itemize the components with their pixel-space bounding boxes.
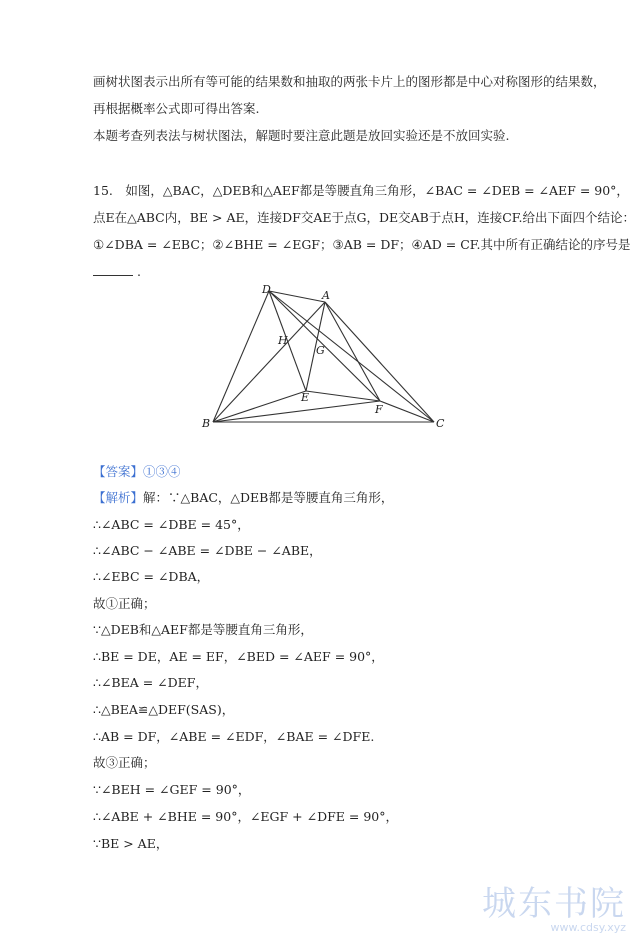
solution-step: ∴∠ABC − ∠ABE = ∠DBE − ∠ABE，: [93, 543, 322, 558]
question-period: .: [136, 264, 141, 279]
solution-step: ∴△BEA≌△DEF(SAS)，: [93, 702, 235, 717]
solution-step: 故①正确；: [93, 596, 156, 611]
answer-value: ①③④: [143, 464, 181, 479]
solution-step: ∴∠EBC = ∠DBA，: [93, 569, 210, 584]
answer-blank: [93, 264, 133, 276]
question-line-2: 点E在△ABC内，BE > AE，连接DF交AE于点G，DE交AB于点H，连接CF.给出下面四个结论：: [93, 210, 635, 225]
label-D: D: [262, 283, 271, 296]
question-line-3: ①∠DBA = ∠EBC；②∠BHE = ∠EGF；③AB = DF；④AD = CF.其中所有正确结论的序号是: [93, 237, 631, 252]
solution-step: ∵△DEB和△AEF都是等腰直角三角形，: [93, 622, 313, 637]
solution-first: 解：∵△BAC，△DEB都是等腰直角三角形，: [143, 490, 394, 505]
geometry-figure: [200, 282, 450, 432]
intro-line-2: 再根据概率公式即可得出答案.: [93, 101, 260, 116]
label-C: C: [436, 417, 445, 430]
solution-step: ∴∠ABE + ∠BHE = 90°，∠EGF + ∠DFE = 90°，: [93, 809, 398, 824]
watermark-url: www.cdsy.xyz: [550, 921, 626, 934]
solution-step: ∴AB = DF，∠ABE = ∠EDF，∠BAE = ∠DFE.: [93, 729, 375, 744]
solution-step: ∵∠BEH = ∠GEF = 90°，: [93, 782, 251, 797]
solution-step: ∵BE > AE，: [93, 836, 169, 851]
solution-step: ∴∠BEA = ∠DEF，: [93, 675, 208, 690]
question-line-4: [93, 264, 141, 280]
solution-step: ∴BE = DE，AE = EF，∠BED = ∠AEF = 90°，: [93, 649, 384, 664]
intro-line-3: 本题考查列表法与树状图法，解题时要注意此题是放回实验还是不放回实验.: [93, 128, 510, 143]
solution-tag: 【解析】: [93, 490, 144, 505]
question-line-1: 15. 如图，△BAC，△DEB和△AEF都是等腰直角三角形，∠BAC = ∠DEB = ∠AEF = 90°，: [93, 183, 629, 198]
label-E: E: [301, 391, 310, 404]
watermark: [482, 886, 626, 934]
intro-line-1: 画树状图表示出所有等可能的结果数和抽取的两张卡片上的图形都是中心对称图形的结果数，: [93, 74, 606, 89]
label-G: G: [316, 344, 325, 357]
label-A: A: [322, 289, 330, 302]
solution-line-1: [93, 490, 393, 506]
solution-step: 故③正确；: [93, 755, 156, 770]
label-F: F: [375, 403, 383, 416]
label-B: B: [202, 417, 211, 430]
answer-line: [93, 464, 181, 480]
label-H: H: [278, 334, 288, 347]
watermark-name: 城东书院: [482, 884, 626, 924]
solution-step: ∴∠ABC = ∠DBE = 45°，: [93, 517, 250, 532]
answer-tag: 【答案】: [93, 464, 144, 479]
